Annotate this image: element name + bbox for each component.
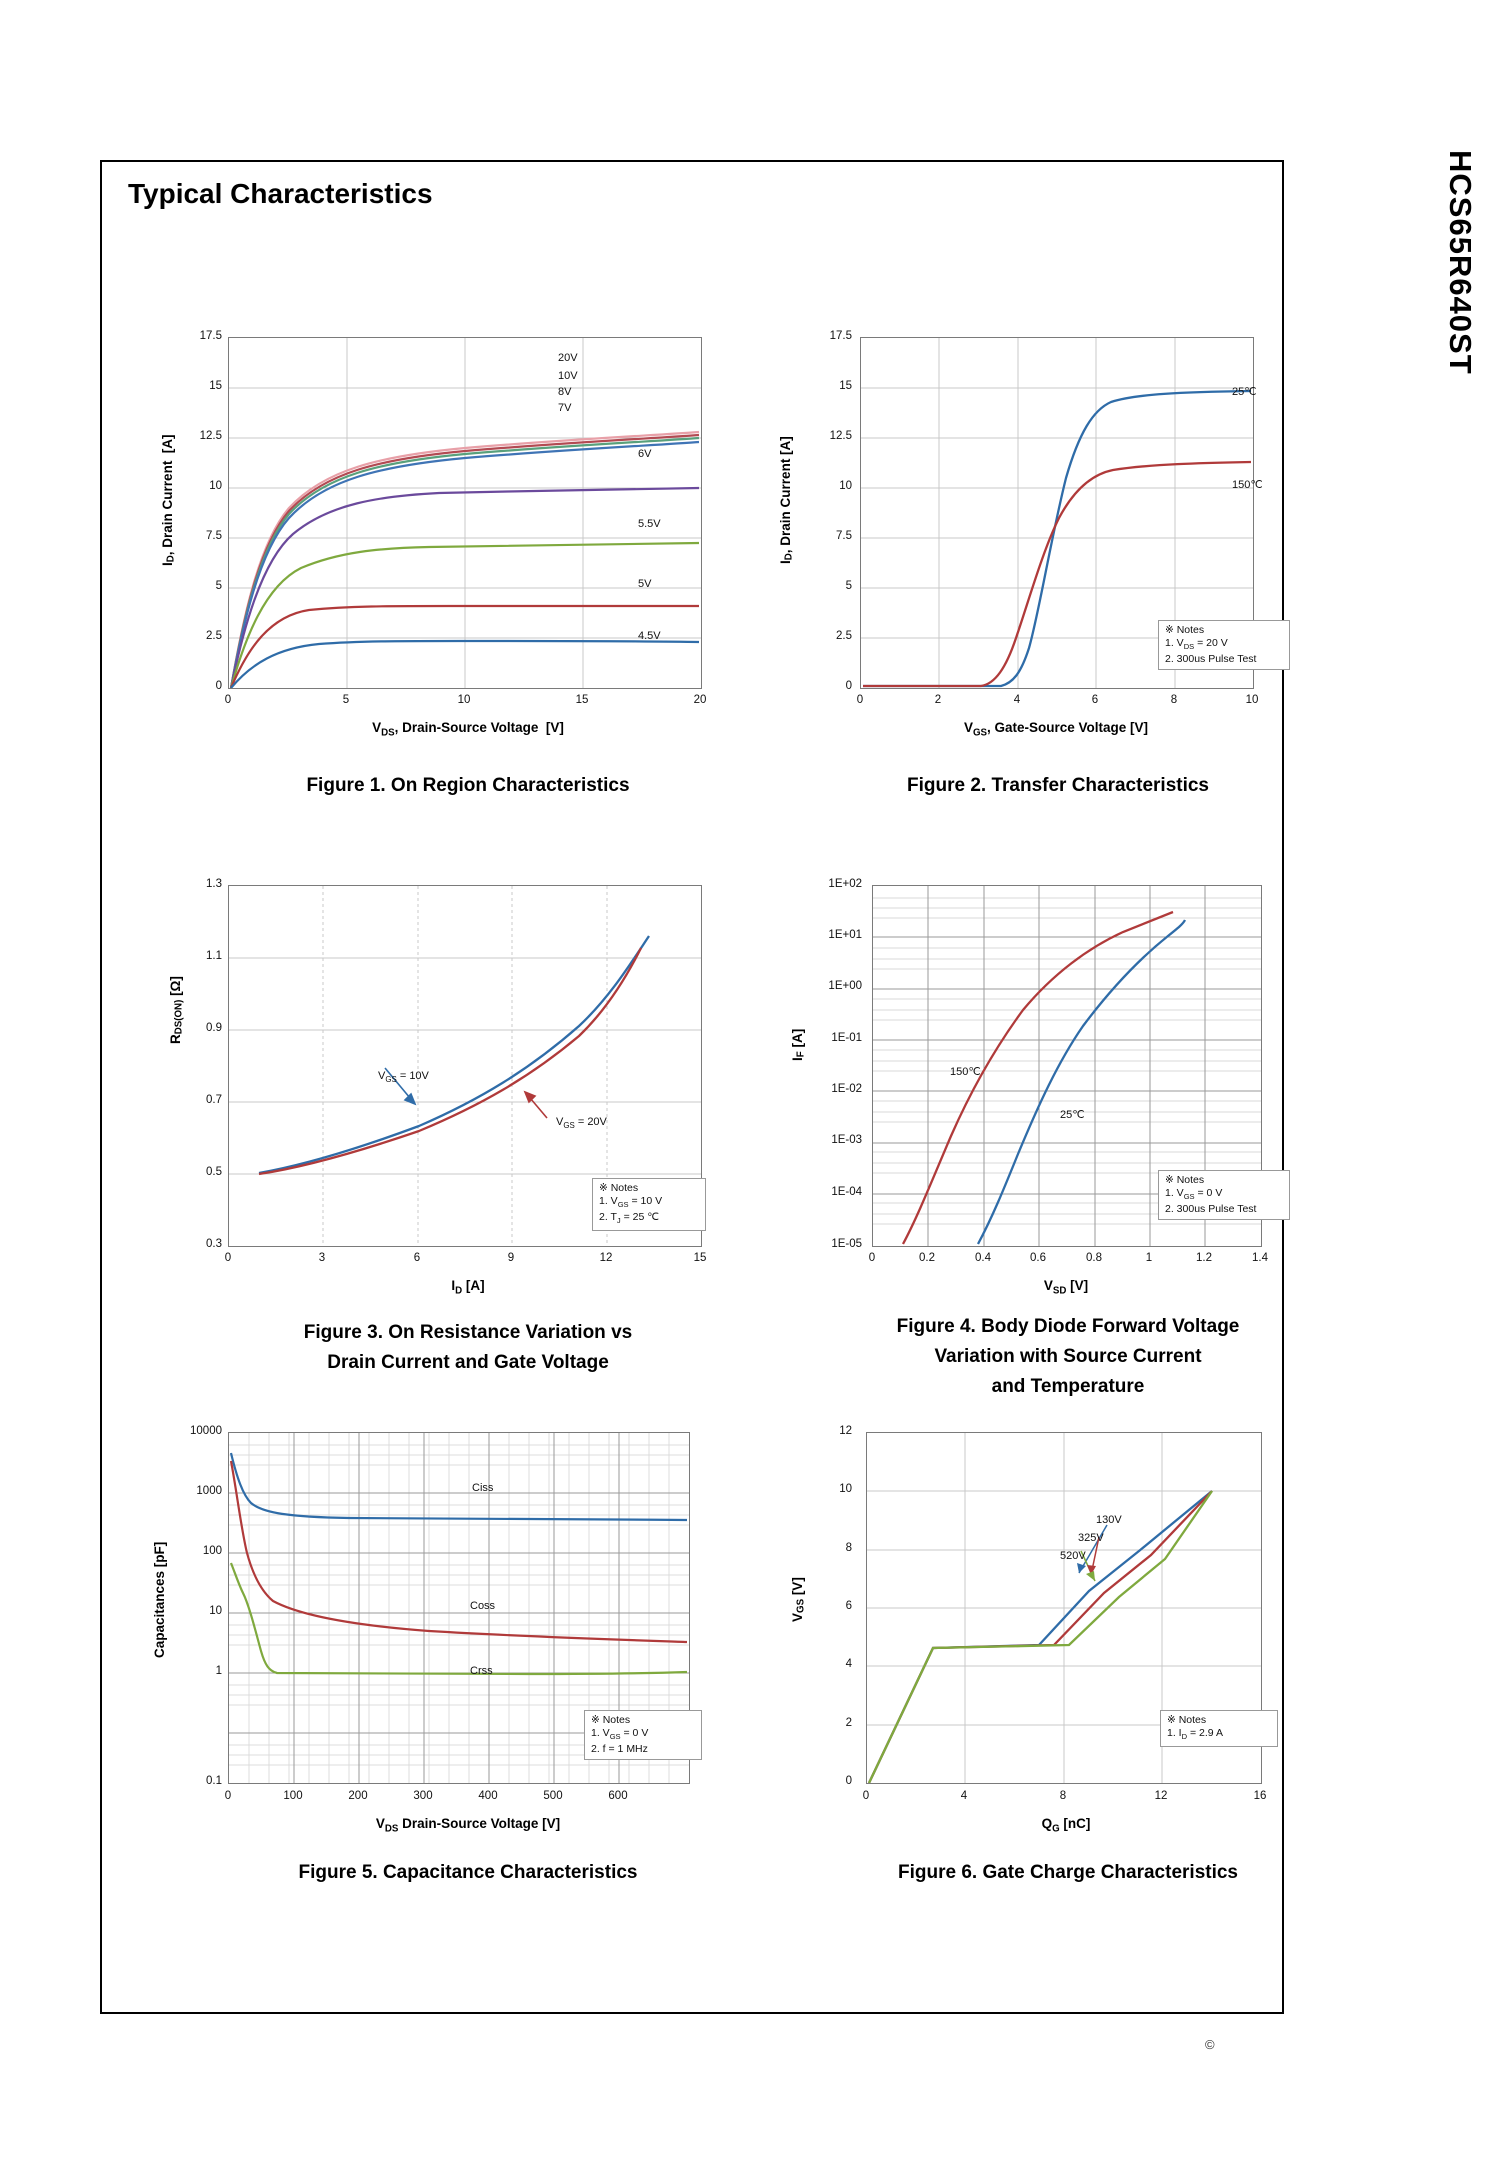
figure-3-xtick: 0 <box>224 1252 232 1264</box>
figure-4-xtick: 0.2 <box>919 1252 935 1264</box>
part-number-side-title: HCS65R640ST <box>1443 150 1478 375</box>
figure-3-note-2: 2. $T_J = 25$ ℃ <box>599 1211 660 1226</box>
figure-3-ytick: 0.7 <box>206 1094 222 1106</box>
figure-1-curve-label-4p5v: 4.5V <box>638 630 661 642</box>
figure-4-curve-label-25c: 25℃ <box>1060 1109 1085 1121</box>
figure-3-xtick: 12 <box>599 1252 613 1264</box>
figure-5-curve-label-coss: Coss <box>470 1600 496 1612</box>
figure-5-y-axis-label: Capacitances [pF] <box>152 1541 167 1659</box>
figure-4-ytick: 1E-04 <box>831 1186 862 1198</box>
figure-2-x-axis-label: $V_{GS}$, Gate-Source Voltage [V] <box>963 720 1149 739</box>
figure-4-ytick: 1E+02 <box>828 878 862 890</box>
figure-3-ytick: 1.3 <box>206 878 222 890</box>
figure-3-ytick: 1.1 <box>206 950 222 962</box>
figure-3-xtick: 3 <box>318 1252 326 1264</box>
figure-3-note-1: 1. $V_{GS} = 10$ V <box>599 1195 663 1210</box>
figure-5-xtick: 300 <box>413 1790 433 1802</box>
figure-5-note-1: 1. $V_{GS} = 0$ V <box>591 1727 649 1742</box>
figure-4-xtick: 1.4 <box>1252 1252 1268 1264</box>
figure-2-xtick: 0 <box>856 694 864 706</box>
figure-3-ytick: 0.3 <box>206 1238 222 1250</box>
figure-6-xtick: 4 <box>960 1790 968 1802</box>
figure-5-ytick: 100 <box>202 1545 222 1557</box>
figure-5-xtick: 200 <box>348 1790 368 1802</box>
figure-2-curve-label-150c: 150℃ <box>1232 479 1263 491</box>
figure-5-xtick: 400 <box>478 1790 498 1802</box>
figure-6-xtick: 12 <box>1154 1790 1168 1802</box>
figure-2-ytick: 12.5 <box>829 430 852 442</box>
figure-3-curve-label-vgs20: $V_{GS} = 20V$ <box>556 1116 607 1131</box>
figure-4-notes <box>1158 1170 1290 1220</box>
figure-2-notes <box>1158 620 1290 670</box>
figure-6-note-1: 1. $I_D = 2.9$ A <box>1167 1727 1223 1742</box>
figure-1-ytick: 17.5 <box>199 330 222 342</box>
figure-3-xtick: 15 <box>693 1252 707 1264</box>
figure-6-x-axis-label: $Q_G$ [nC] <box>1041 1816 1091 1835</box>
figure-3-note-header: ※ Notes <box>599 1182 639 1194</box>
figure-5-notes <box>584 1710 702 1760</box>
figure-6-notes <box>1160 1710 1278 1747</box>
figure-5-ytick: 1 <box>215 1665 222 1677</box>
figure-3-xtick: 9 <box>507 1252 515 1264</box>
figure-5-ytick: 10 <box>209 1605 222 1617</box>
figure-5-x-axis-label: $V_{DS}$ Drain-Source Voltage [V] <box>375 1816 561 1835</box>
figure-1-curve-label-5v: 5V <box>638 578 652 590</box>
figure-1-ytick: 0 <box>215 680 222 692</box>
figure-2-ytick: 7.5 <box>836 530 852 542</box>
figure-4-note-2: 2. 300us Pulse Test <box>1165 1203 1257 1216</box>
figure-4-note-1: 1. $V_{GS} = 0$ V <box>1165 1187 1223 1202</box>
figure-1-ytick: 7.5 <box>206 530 222 542</box>
figure-1-curve-label-6v: 6V <box>638 448 652 460</box>
figure-1-plot <box>228 337 702 689</box>
figure-1-curve-label-10v: 10V <box>558 370 578 382</box>
figure-6-curve-label-520v: 520V <box>1060 1550 1086 1562</box>
figure-4-ytick: 1E-01 <box>831 1032 862 1044</box>
figure-4-ytick: 1E-03 <box>831 1134 862 1146</box>
figure-6-curve-label-325v: 325V <box>1078 1532 1104 1544</box>
copyright-mark: © <box>1205 2037 1215 2052</box>
figure-1-curve-label-20v: 20V <box>558 352 578 364</box>
figure-4-curve-label-150c: 150℃ <box>950 1066 981 1078</box>
figure-5-curve-label-crss: Crss <box>470 1665 493 1677</box>
figure-2-caption: Figure 2. Transfer Characteristics <box>906 775 1209 796</box>
figure-3-ytick: 0.5 <box>206 1166 222 1178</box>
figure-2-ytick: 0 <box>845 680 852 692</box>
figure-4-ytick: 1E-05 <box>831 1238 862 1250</box>
figure-3-ytick: 0.9 <box>206 1022 222 1034</box>
figure-4-ytick: 1E-02 <box>831 1083 862 1095</box>
figure-3-curve-label-vgs10: $V_{GS} = 10V$ <box>378 1070 429 1085</box>
figure-2-xtick: 10 <box>1245 694 1259 706</box>
figure-5-note-header: ※ Notes <box>591 1714 631 1726</box>
figure-6-caption: Figure 6. Gate Charge Characteristics <box>897 1862 1238 1883</box>
figure-6-xtick: 16 <box>1253 1790 1267 1802</box>
figure-6-xtick: 0 <box>862 1790 870 1802</box>
figure-4-xtick: 1 <box>1145 1252 1153 1264</box>
figure-6-ytick: 12 <box>839 1425 852 1437</box>
figure-5-curve-label-ciss: Ciss <box>472 1482 494 1494</box>
figure-2-note-header: ※ Notes <box>1165 624 1205 636</box>
figure-5-xtick: 100 <box>283 1790 303 1802</box>
figure-3-caption: Figure 3. On Resistance Variation vs Drain Current and Gate Voltage <box>303 1322 633 1373</box>
figure-5-ytick: 10000 <box>190 1425 222 1437</box>
figure-2-ytick: 15 <box>839 380 852 392</box>
figure-6-xtick: 8 <box>1059 1790 1067 1802</box>
figure-2-note-1: 1. $V_{DS} = 20$ V <box>1165 637 1228 652</box>
figure-4-xtick: 1.2 <box>1196 1252 1212 1264</box>
figure-3-x-axis-label: $I_D$ [A] <box>451 1278 485 1297</box>
figure-6-ytick: 0 <box>845 1775 852 1787</box>
figure-2-ytick: 5 <box>845 580 852 592</box>
figure-5-ytick: 1000 <box>196 1485 222 1497</box>
figure-6-note-header: ※ Notes <box>1167 1714 1207 1726</box>
figure-1-ytick: 2.5 <box>206 630 222 642</box>
figure-6-curve-label-130v: 130V <box>1096 1514 1122 1526</box>
figure-2-y-axis-label: $I_D$, Drain Current [A] <box>778 436 795 564</box>
figure-1-curve-label-8v: 8V <box>558 386 572 398</box>
figure-1-xtick: 0 <box>224 694 232 706</box>
figure-1-xtick: 5 <box>342 694 350 706</box>
figure-1-x-axis-label: $V_{DS}$, Drain-Source Voltage [V] <box>372 720 564 739</box>
figure-1-y-axis-label: $I_D$, Drain Current [A] <box>160 434 177 566</box>
figure-2-xtick: 8 <box>1170 694 1178 706</box>
figure-5-xtick: 500 <box>543 1790 563 1802</box>
figure-6-ytick: 10 <box>839 1483 852 1495</box>
figure-3-notes <box>592 1178 706 1231</box>
figure-2-xtick: 2 <box>934 694 942 706</box>
figure-5-note-2: 2. f = 1 MHz <box>591 1743 648 1756</box>
figure-4-ytick: 1E+01 <box>828 929 862 941</box>
figure-5-xtick: 0 <box>224 1790 232 1802</box>
figure-1-caption: Figure 1. On Region Characteristics <box>306 775 630 796</box>
figure-1-xtick: 10 <box>457 694 471 706</box>
figure-2-ytick: 17.5 <box>829 330 852 342</box>
figure-6-ytick: 2 <box>845 1717 852 1729</box>
figure-6-ytick: 8 <box>845 1542 852 1554</box>
figure-4-xtick: 0.8 <box>1086 1252 1102 1264</box>
figure-1-xtick: 15 <box>575 694 589 706</box>
figure-6-ytick: 6 <box>845 1600 852 1612</box>
figure-2-xtick: 4 <box>1013 694 1021 706</box>
figure-4-y-axis-label: $I_F$ [A] <box>790 1028 807 1062</box>
figure-1-ytick: 15 <box>209 380 222 392</box>
figure-5-ytick: 0.1 <box>206 1775 222 1787</box>
figure-4-xtick: 0.6 <box>1030 1252 1046 1264</box>
figure-1-ytick: 10 <box>209 480 222 492</box>
figure-1-xtick: 20 <box>693 694 707 706</box>
figure-2-curve-label-25c: 25℃ <box>1232 386 1257 398</box>
figure-1-ytick: 5 <box>215 580 222 592</box>
figure-3-y-axis-label: $R_{DS(ON)}$ [Ω] <box>168 976 185 1044</box>
figure-3-xtick: 6 <box>413 1252 421 1264</box>
figure-2-ytick: 10 <box>839 480 852 492</box>
figure-4-xtick: 0.4 <box>975 1252 991 1264</box>
figure-2-xtick: 6 <box>1091 694 1099 706</box>
figure-1-curve-label-5p5v: 5.5V <box>638 518 661 530</box>
figure-4-xtick: 0 <box>868 1252 876 1264</box>
figure-4-note-header: ※ Notes <box>1165 1174 1205 1186</box>
figure-1-curve-label-7v: 7V <box>558 402 572 414</box>
figure-4-ytick: 1E+00 <box>828 980 862 992</box>
figure-2-note-2: 2. 300us Pulse Test <box>1165 653 1257 666</box>
figure-2-ytick: 2.5 <box>836 630 852 642</box>
figure-6-ytick: 4 <box>845 1658 852 1670</box>
page-title: Typical Characteristics <box>128 178 433 209</box>
figure-4-caption: Figure 4. Body Diode Forward Voltage Variation with Source Current and Temperature <box>896 1316 1240 1397</box>
figure-5-caption: Figure 5. Capacitance Characteristics <box>298 1862 638 1883</box>
figure-1-ytick: 12.5 <box>199 430 222 442</box>
figure-5-xtick: 600 <box>608 1790 628 1802</box>
figure-4-x-axis-label: $V_{SD}$ [V] <box>1043 1278 1089 1297</box>
figure-6-y-axis-label: $V_{GS}$ [V] <box>790 1577 807 1623</box>
